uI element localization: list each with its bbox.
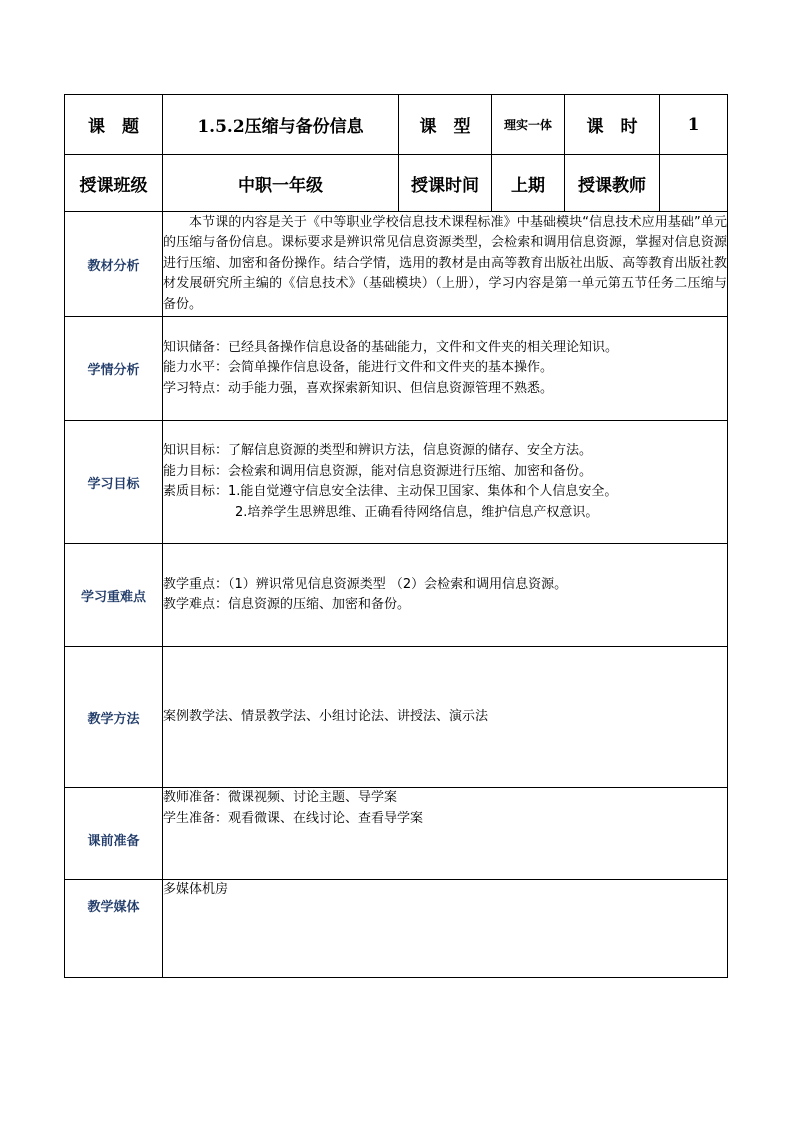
topic-label: 课 题: [65, 95, 163, 155]
preparation-line: 教师准备：微课视频、讨论主题、导学案: [163, 790, 398, 805]
students-content: [163, 317, 728, 421]
media-content: [163, 880, 728, 978]
goals-row: [65, 421, 728, 544]
preparation-row: [65, 788, 728, 880]
methods-text: 案例教学法、情景教学法、小组讨论法、讲授法、演示法: [163, 708, 489, 724]
textbook-row: [65, 212, 728, 317]
methods-label: 教学方法: [65, 647, 163, 788]
key-points-label: 学习重难点: [65, 544, 163, 647]
goals-content: [163, 421, 728, 544]
header-row-1: [65, 95, 728, 155]
teacher-value: [660, 155, 728, 212]
hours-value: 1: [660, 95, 728, 155]
key-points-row: [65, 544, 728, 647]
students-line: 能力水平：会简单操作信息设备，能进行文件和文件夹的基本操作。: [163, 360, 554, 376]
key-points-line: 教学重点：（1）辨识常见信息资源类型 （2）会检索和调用信息资源。: [163, 576, 568, 592]
students-line: 知识储备：已经具备操作信息设备的基础能力，文件和文件夹的相关理论知识。: [163, 339, 619, 355]
textbook-text: 本节课的内容是关于《中等职业学校信息技术课程标准》中基础模块“信息技术应用基础”单元的压缩与备份信息。课标要求是辨识常见信息资源类型，会检索和调用信息资源，掌握对信息资源进行压缩、加密和备份操作。结合学情，选用的教材是由高等教育出版社出版、高等教育出版社教材发展研究所主编的《信息技术》（基础模块）（上册），学习内容是第一单元第五节任务二压缩与备份。: [163, 214, 727, 312]
students-row: [65, 317, 728, 421]
type-value: 理实一体: [492, 95, 565, 155]
media-text: 多媒体机房: [163, 882, 229, 897]
time-label: 授课时间: [399, 155, 492, 212]
hours-label: 课 时: [565, 95, 660, 155]
header-row-2: [65, 155, 728, 212]
class-value: 中职一年级: [163, 155, 399, 212]
methods-content: [163, 647, 728, 788]
preparation-content: [163, 788, 728, 880]
goals-line: 2.培养学生思辨思维、正确看待网络信息，维护信息产权意识。: [235, 504, 599, 520]
class-label: 授课班级: [65, 155, 163, 212]
methods-row: [65, 647, 728, 788]
key-points-content: [163, 544, 728, 647]
type-label: 课 型: [399, 95, 492, 155]
key-points-line: 教学难点：信息资源的压缩、加密和备份。: [163, 597, 411, 612]
textbook-label: 教材分析: [65, 212, 163, 317]
preparation-label: 课前准备: [65, 788, 163, 880]
goals-label: 学习目标: [65, 421, 163, 544]
students-label: 学情分析: [65, 317, 163, 421]
topic-value: 1.5.2压缩与备份信息: [163, 95, 399, 155]
lesson-plan-table: [64, 94, 728, 978]
media-row: [65, 880, 728, 978]
time-value: 上期: [492, 155, 565, 212]
goals-line: 知识目标：了解信息资源的类型和辨识方法，信息资源的储存、安全方法。: [163, 443, 593, 458]
teacher-label: 授课教师: [565, 155, 660, 212]
students-line: 学习特点：动手能力强，喜欢探索新知识、但信息资源管理不熟悉。: [163, 380, 554, 396]
textbook-content: [163, 212, 728, 317]
goals-line: 素质目标：1.能自觉遵守信息安全法律、主动保卫国家、集体和个人信息安全。: [163, 484, 618, 499]
goals-line: 能力目标：会检索和调用信息资源，能对信息资源进行压缩、加密和备份。: [163, 463, 593, 479]
media-label: 教学媒体: [65, 880, 163, 978]
preparation-line: 学生准备：观看微课、在线讨论、查看导学案: [163, 810, 424, 826]
